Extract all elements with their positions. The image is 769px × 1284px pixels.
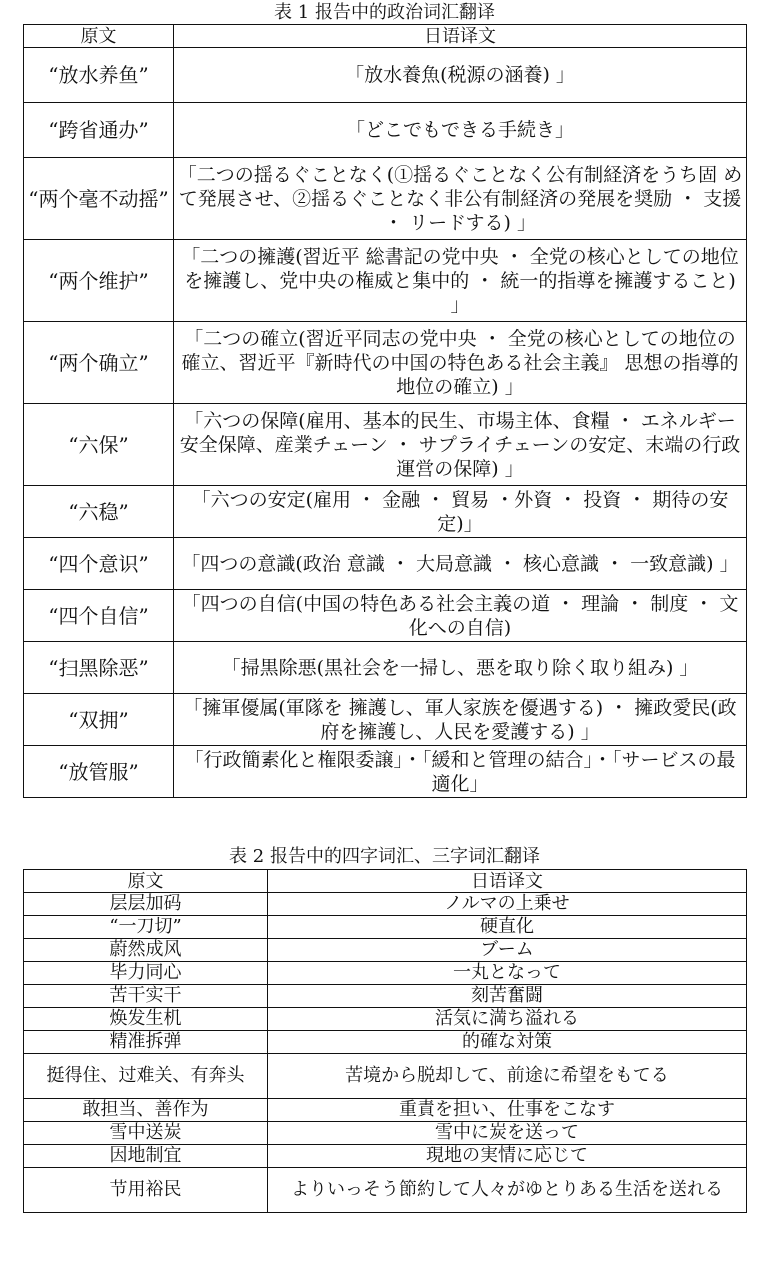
table1-source-cell: “六稳” <box>24 486 174 538</box>
table2-row <box>24 985 747 1008</box>
table2-translation-cell: ブーム <box>268 939 747 962</box>
table2-translation-cell: 活気に満ち溢れる <box>268 1008 747 1031</box>
table2-source-cell: 蔚然成风 <box>24 939 268 962</box>
table1-translation-cell: 「擁軍優属(軍隊を 擁護し、軍人家族を優遇する) ・ 擁政愛民(政府を擁護し、人民を愛護する) 」 <box>174 694 747 746</box>
table2-source-cell: 节用裕民 <box>24 1168 268 1213</box>
table1-row <box>24 590 747 642</box>
table1-source-cell: “扫黑除恶” <box>24 642 174 694</box>
table2-row <box>24 962 747 985</box>
table2-translation-cell: 刻苦奮闘 <box>268 985 747 1008</box>
table1-source-cell: “两个确立” <box>24 322 174 404</box>
table2-header-row <box>24 870 747 893</box>
table1-translation-cell: 「放水養魚(税源の涵養) 」 <box>174 48 747 103</box>
table1-source-cell: “两个维护” <box>24 240 174 322</box>
table1-translation-cell: 「掃黒除悪(黒社会を一掃し、悪を取り除く取り組み) 」 <box>174 642 747 694</box>
table1-row <box>24 694 747 746</box>
table1-source-cell: “放管服” <box>24 746 174 798</box>
idiom-terms-table <box>23 869 747 1213</box>
table1-translation-cell: 「四つの意識(政治 意識 ・ 大局意識 ・ 核心意識 ・ 一致意識) 」 <box>174 538 747 590</box>
table2-source-cell: 精准拆弹 <box>24 1031 268 1054</box>
table1-translation-cell: 「四つの自信(中国の特色ある社会主義の道 ・ 理論 ・ 制度 ・ 文化への自信) <box>174 590 747 642</box>
table1-translation-cell: 「どこでもできる手続き」 <box>174 103 747 158</box>
table2-source-cell: 敢担当、善作为 <box>24 1099 268 1122</box>
table1-translation-cell: 「行政簡素化と権限委譲」・「緩和と管理の結合」・「サービスの最適化」 <box>174 746 747 798</box>
table1-translation-cell: 「六つの保障(雇用、基本的民生、市場主体、食糧 ・ エネルギー安全保障、産業チェーン ・ サプライチェーンの安定、末端の行政運営の保障) 」 <box>174 404 747 486</box>
table1-row <box>24 538 747 590</box>
table1-row <box>24 746 747 798</box>
table1-row <box>24 642 747 694</box>
table2-row <box>24 1008 747 1031</box>
table1-translation-cell: 「二つの確立(習近平同志の党中央 ・ 全党の核心としての地位の確立、習近平『新時代の中国の特色ある社会主義』 思想の指導的地位の確立) 」 <box>174 322 747 404</box>
table2-translation-cell: 一丸となって <box>268 962 747 985</box>
table1-source-cell: “四个自信” <box>24 590 174 642</box>
table2-translation-cell: 現地の実情に応じて <box>268 1145 747 1168</box>
table1-row <box>24 322 747 404</box>
table1-header-row <box>24 25 747 48</box>
table2-translation-cell: 苦境から脱却して、前途に希望をもてる <box>268 1054 747 1099</box>
table2-translation-cell: 重責を担い、仕事をこなす <box>268 1099 747 1122</box>
table2-translation-cell: 的確な対策 <box>268 1031 747 1054</box>
table2-row <box>24 893 747 916</box>
table1-header-translation: 日语译文 <box>174 25 747 48</box>
table1-row <box>24 404 747 486</box>
table2-translation-cell: ノルマの上乗せ <box>268 893 747 916</box>
table1-source-cell: “两个毫不动摇” <box>24 158 174 240</box>
table1-row <box>24 486 747 538</box>
table2-header-source: 原文 <box>24 870 268 893</box>
table2-header-translation: 日语译文 <box>268 870 747 893</box>
table2-caption: 表 2 报告中的四字词汇、三字词汇翻译 <box>229 846 540 867</box>
table2-source-cell: 焕发生机 <box>24 1008 268 1031</box>
table2-source-cell: 层层加码 <box>24 893 268 916</box>
table2-row <box>24 1122 747 1145</box>
table1-row <box>24 240 747 322</box>
table1-translation-cell: 「二つの揺るぐことなく(①揺るぐことなく公有制経済をうち固 めて発展させ、②揺るぐことなく非公有制経済の発展を奨励 ・ 支援 ・ リードする) 」 <box>174 158 747 240</box>
table2-row <box>24 939 747 962</box>
political-terms-table <box>23 24 747 798</box>
table2-source-cell: 雪中送炭 <box>24 1122 268 1145</box>
table1-row <box>24 158 747 240</box>
table2-translation-cell: 硬直化 <box>268 916 747 939</box>
table1-row <box>24 103 747 158</box>
table1-caption: 表 1 报告中的政治词汇翻译 <box>274 2 495 23</box>
table1-row <box>24 48 747 103</box>
table1-source-cell: “四个意识” <box>24 538 174 590</box>
table2-translation-cell: 雪中に炭を送って <box>268 1122 747 1145</box>
table1-source-cell: “双拥” <box>24 694 174 746</box>
table2-source-cell: 毕力同心 <box>24 962 268 985</box>
table2-row <box>24 1031 747 1054</box>
table2-source-cell: 挺得住、过难关、有奔头 <box>24 1054 268 1099</box>
table2-row <box>24 1099 747 1122</box>
table2-row <box>24 1054 747 1099</box>
table1-translation-cell: 「二つの擁護(習近平 総書記の党中央 ・ 全党の核心としての地位を擁護し、党中央の権威と集中的 ・ 統一的指導を擁護すること) 」 <box>174 240 747 322</box>
table2-source-cell: “一刀切” <box>24 916 268 939</box>
table2-source-cell: 苦干实干 <box>24 985 268 1008</box>
table1-source-cell: “六保” <box>24 404 174 486</box>
table1-source-cell: “跨省通办” <box>24 103 174 158</box>
table1-header-source: 原文 <box>24 25 174 48</box>
table2-source-cell: 因地制宜 <box>24 1145 268 1168</box>
table1-translation-cell: 「六つの安定(雇用 ・ 金融 ・ 貿易 ・外資 ・ 投資 ・ 期待の安定)」 <box>174 486 747 538</box>
table1-source-cell: “放水养鱼” <box>24 48 174 103</box>
table2-row <box>24 1168 747 1213</box>
table2-row <box>24 916 747 939</box>
table2-translation-cell: よりいっそう節約して人々がゆとりある生活を送れる <box>268 1168 747 1213</box>
table2-row <box>24 1145 747 1168</box>
